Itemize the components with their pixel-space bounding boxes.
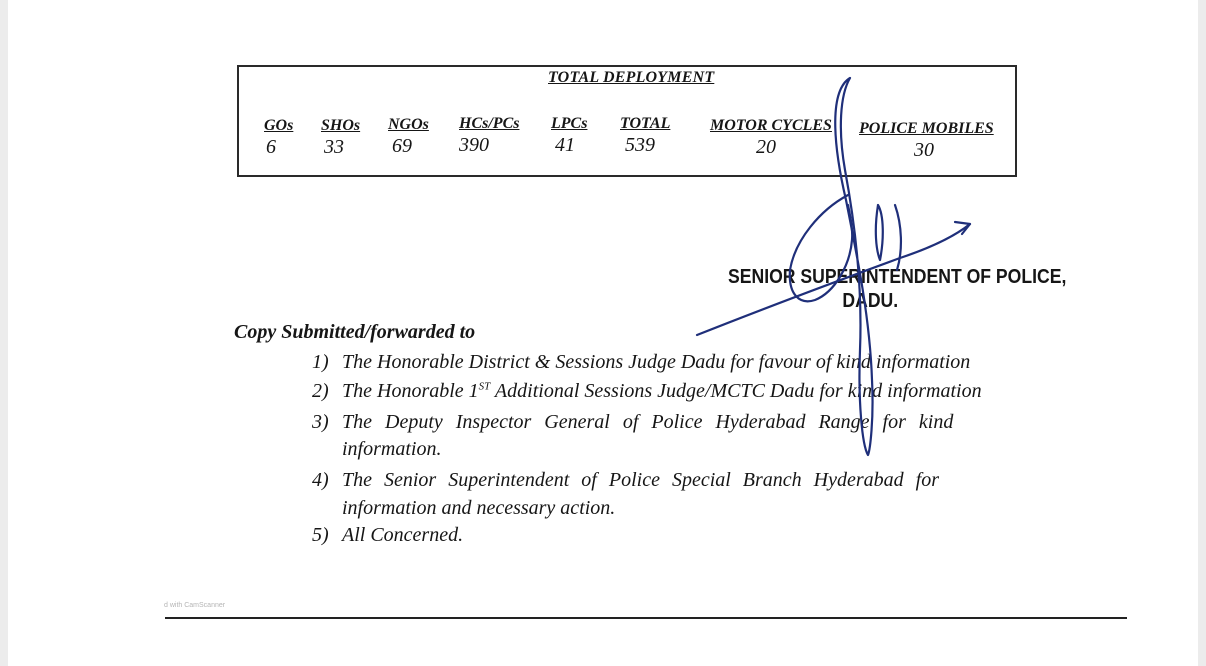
column-label: HCs/PCs	[459, 115, 520, 132]
column-value: 69	[392, 135, 412, 157]
column-label: TOTAL	[620, 115, 671, 132]
column-value: 539	[625, 134, 655, 156]
copy-heading: Copy Submitted/forwarded to	[234, 321, 476, 343]
superscript: ST	[478, 380, 491, 393]
item-text: The Senior Superintendent of Police Special Branch Hyderabad for	[342, 469, 940, 491]
item-number: 3)	[312, 411, 329, 433]
item-number: 2)	[312, 380, 329, 402]
column-value: 33	[324, 136, 344, 158]
item-text-post: Additional Sessions Judge/MCTC Dadu for kind information	[490, 380, 982, 402]
deployment-title: TOTAL DEPLOYMENT	[548, 69, 715, 86]
column-label: SHOs	[321, 117, 361, 134]
item-text: The Honorable District & Sessions Judge Dadu for favour of kind information	[342, 351, 971, 373]
item-text: All Concerned.	[342, 524, 464, 546]
signatory-title: SENIOR SUPERINTENDENT OF POLICE,	[728, 266, 1067, 288]
signatory-district: DADU.	[842, 290, 899, 312]
column-value: 30	[914, 139, 934, 161]
column-label: NGOs	[388, 116, 429, 133]
item-text: The Deputy Inspector General of Police Hyderabad Range for kind	[342, 411, 954, 433]
footer-divider	[165, 617, 1127, 619]
column-label: MOTOR CYCLES	[710, 117, 832, 134]
item-number: 4)	[312, 469, 329, 491]
column-value: 390	[459, 134, 489, 156]
scanner-watermark: d with CamScanner	[164, 602, 226, 609]
item-text-continued: information and necessary action.	[342, 497, 616, 519]
item-text-pre: The Honorable 1	[342, 380, 479, 402]
column-value: 6	[266, 136, 276, 158]
column-value: 41	[555, 134, 575, 156]
column-label: LPCs	[551, 115, 588, 132]
item-text-continued: information.	[342, 438, 442, 460]
column-label: GOs	[264, 117, 294, 134]
column-label: POLICE MOBILES	[859, 120, 994, 137]
item-number: 5)	[312, 524, 329, 546]
item-number: 1)	[312, 351, 329, 373]
column-value: 20	[756, 136, 776, 158]
